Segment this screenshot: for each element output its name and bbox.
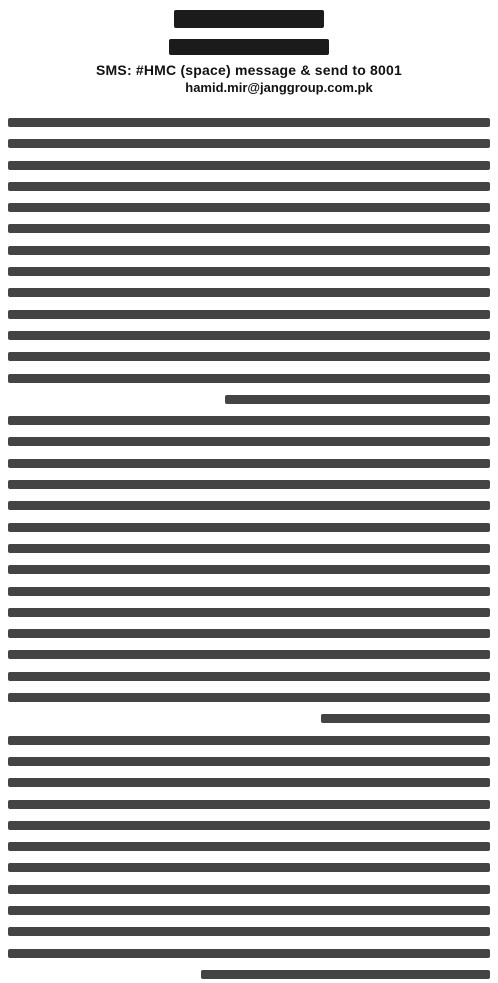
text-line <box>8 118 490 127</box>
text-line <box>8 821 490 830</box>
text-line <box>8 459 490 468</box>
text-line <box>8 757 490 766</box>
text-line <box>8 608 490 617</box>
text-line <box>8 416 490 425</box>
text-line <box>321 714 490 723</box>
text-line <box>8 693 490 702</box>
text-line <box>8 672 490 681</box>
author-email: hamid.mir@janggroup.com.pk <box>185 80 373 95</box>
column-byline <box>0 34 498 60</box>
urdu-byline-graphic <box>169 39 329 55</box>
text-line <box>8 842 490 851</box>
urdu-title-graphic <box>174 10 324 28</box>
text-line <box>8 800 490 809</box>
text-line <box>8 565 490 574</box>
text-line <box>8 650 490 659</box>
text-line <box>8 246 490 255</box>
text-line <box>8 331 490 340</box>
column-header <box>0 0 498 95</box>
text-line <box>8 949 490 958</box>
text-line <box>8 480 490 489</box>
column-body <box>8 118 490 977</box>
text-line <box>8 161 490 170</box>
text-line <box>8 352 490 361</box>
text-line <box>225 395 490 404</box>
text-line <box>8 863 490 872</box>
text-line <box>8 523 490 532</box>
text-line <box>8 437 490 446</box>
text-line <box>8 906 490 915</box>
text-line <box>8 587 490 596</box>
text-line <box>8 267 490 276</box>
text-line <box>201 970 490 979</box>
text-line <box>8 544 490 553</box>
column-title <box>0 6 498 32</box>
text-line <box>8 736 490 745</box>
text-line <box>8 288 490 297</box>
text-line <box>8 927 490 936</box>
text-line <box>8 182 490 191</box>
text-line <box>8 139 490 148</box>
text-line <box>8 629 490 638</box>
text-line <box>8 778 490 787</box>
text-line <box>8 203 490 212</box>
text-line <box>8 374 490 383</box>
text-line <box>8 224 490 233</box>
text-line <box>8 885 490 894</box>
text-line <box>8 310 490 319</box>
sms-line: SMS: #HMC (space) message & send to 8001 <box>96 62 402 78</box>
text-line <box>8 501 490 510</box>
